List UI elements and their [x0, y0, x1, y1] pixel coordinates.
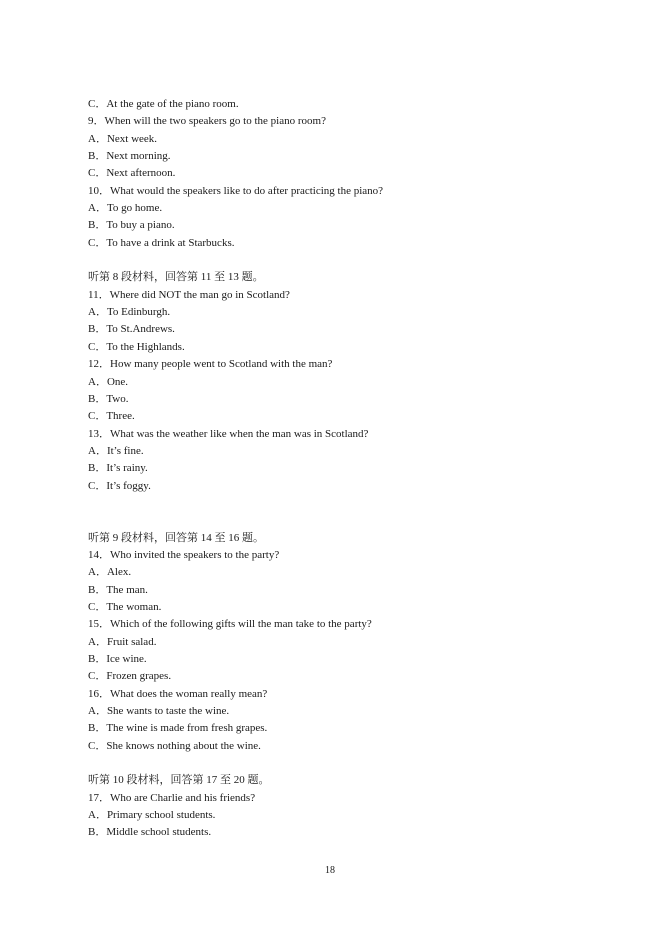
- option-c-q8: C．At the gate of the piano room.: [88, 98, 239, 110]
- option-b-q13: B．It’s rainy.: [88, 462, 148, 475]
- spacer: [88, 252, 588, 269]
- option-a-q14: A．Alex.: [88, 566, 132, 579]
- option-c-q14: C．The woman.: [88, 600, 162, 613]
- option-c-q12: C．Three.: [88, 410, 135, 423]
- question-11: 11．Where did NOT the man go in Scotland?: [88, 288, 290, 301]
- option-b-q9: B．Next morning.: [88, 150, 171, 163]
- question-list: [88, 96, 588, 842]
- option-a-q10: A．To go home.: [88, 202, 163, 215]
- question-14: 14．Who invited the speakers to the party?: [88, 548, 280, 561]
- question-17: 17．Who are Charlie and his friends?: [88, 791, 256, 804]
- option-a-q16: A．She wants to taste the wine.: [88, 705, 230, 718]
- option-a-q17: A．Primary school students.: [88, 809, 216, 822]
- section-heading-8: 听第 8 段材料，回答第 11 至 13 题。: [88, 271, 264, 284]
- option-b-q11: B．To St.Andrews.: [88, 323, 175, 336]
- section-heading-10: 听第 10 段材料，回答第 17 至 20 题。: [88, 774, 270, 787]
- question-15: 15．Which of the following gifts will the man take to the party?: [88, 618, 372, 631]
- option-a-q13: A．It’s fine.: [88, 444, 144, 457]
- option-a-q15: A．Fruit salad.: [88, 635, 157, 648]
- question-9: 9．When will the two speakers go to the piano room?: [88, 115, 326, 128]
- option-b-q14: B．The man.: [88, 583, 148, 596]
- option-c-q10: C．To have a drink at Starbucks.: [88, 236, 235, 249]
- section-heading-9: 听第 9 段材料，回答第 14 至 16 题。: [88, 531, 264, 544]
- option-a-q12: A．One.: [88, 375, 129, 388]
- option-c-q15: C．Frozen grapes.: [88, 670, 172, 683]
- option-c-q13: C．It’s foggy.: [88, 479, 151, 492]
- option-c-q11: C．To the Highlands.: [88, 340, 185, 353]
- question-10: 10．What would the speakers like to do after practicing the piano?: [88, 184, 384, 197]
- page-number: 18: [325, 865, 335, 876]
- question-12: 12．How many people went to Scotland with the man?: [88, 358, 333, 371]
- option-c-q9: C．Next afternoon.: [88, 167, 176, 180]
- option-b-q17: B．Middle school students.: [88, 826, 212, 839]
- option-b-q15: B．Ice wine.: [88, 653, 147, 665]
- option-a-q9: A．Next week.: [88, 132, 158, 145]
- option-b-q12: B．Two.: [88, 392, 129, 405]
- option-a-q11: A．To Edinburgh.: [88, 306, 171, 319]
- option-b-q16: B．The wine is made from fresh grapes.: [88, 722, 268, 735]
- spacer: [88, 755, 588, 772]
- spacer: [88, 495, 588, 530]
- question-16: 16．What does the woman really mean?: [88, 687, 268, 700]
- option-b-q10: B．To buy a piano.: [88, 219, 175, 232]
- option-c-q16: C．She knows nothing about the wine.: [88, 739, 261, 752]
- question-13: 13．What was the weather like when the man was in Scotland?: [88, 427, 369, 440]
